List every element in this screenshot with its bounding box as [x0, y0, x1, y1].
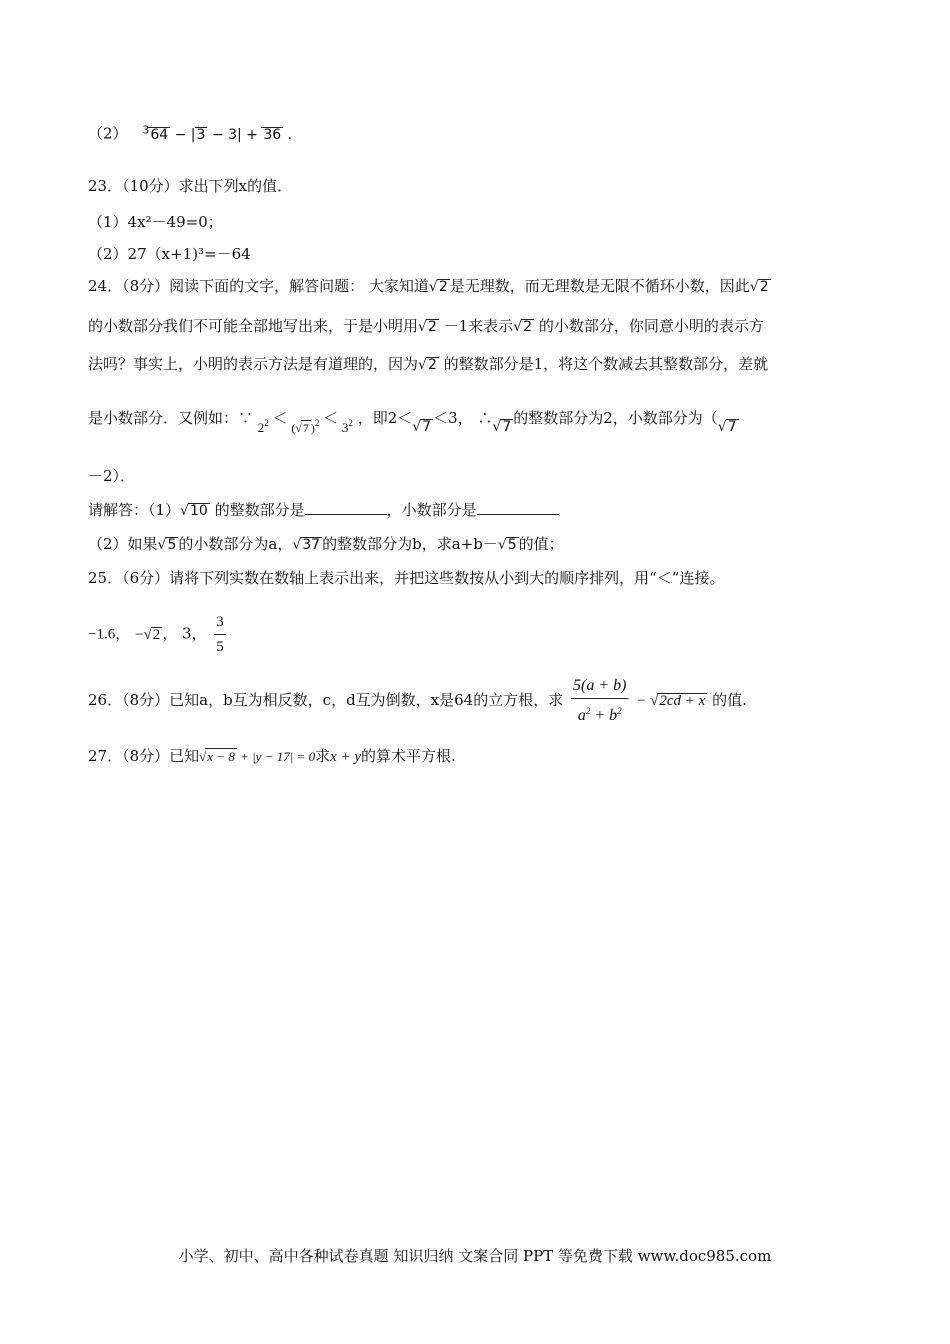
q24-line3 — [88, 354, 768, 375]
answer-blank[interactable] — [305, 500, 387, 515]
q24-text: 的小数部分我们不可能全部地写出来，于是小明用 — [88, 317, 419, 335]
q27-sum: x + y — [330, 749, 362, 765]
q26-text: 的值. — [712, 691, 747, 709]
q24-text: （2）如果 — [88, 535, 158, 553]
q23-part1: （1）4x²－49=0； — [88, 213, 223, 231]
sqrt2-expr: √2 — [513, 319, 533, 335]
q24-text: 的整数部分是 — [214, 501, 305, 519]
q24-answer1 — [88, 500, 559, 521]
sqrt2-expr: √2 — [418, 357, 437, 373]
q24-text: 的小数部分为a， — [178, 535, 293, 553]
q23-title: 23．（10分）求出下列x的值． — [88, 177, 293, 195]
sqrt7-expr: √7 — [492, 419, 512, 435]
q22-label: （2） — [88, 124, 128, 143]
q24-text: 的值； — [518, 535, 564, 553]
q24-line2 — [88, 316, 764, 337]
sqrt2-expr: √2 — [749, 279, 769, 295]
q24-text: ＜3， ∴ — [433, 409, 493, 427]
fraction-3-5: $\frac{3}{5}$ — [216, 614, 224, 655]
q27-text: 的算术平方根. — [361, 747, 456, 765]
q24-text: 的小数部分，你同意小明的表示方 — [538, 317, 764, 335]
q24-text: 的整数部分为2，小数部分为（ — [513, 409, 718, 427]
q26-expression: − √2cd + x — [636, 693, 706, 709]
q27-line — [88, 746, 456, 767]
q26-fraction: $\frac{5(a + b)}{a^2 + b^2}$ — [573, 677, 627, 724]
answer-blank[interactable] — [477, 500, 559, 515]
q27-text: 求 — [315, 747, 331, 765]
q24-text: 是无理数，而无理数是无限不循环小数，因此 — [449, 277, 750, 295]
inequality-expr: $2^2 < _{(√7 )^2} < 3^2$ — [257, 411, 353, 435]
q24-text: ，即2＜ — [357, 409, 413, 427]
q25-numbers — [88, 612, 229, 657]
q25-number: −1.6， — [88, 626, 131, 643]
sqrt2-expr: √2 — [428, 279, 448, 295]
sqrt10-expr: √10 — [180, 503, 208, 519]
q24-text: 24．（8分）阅读下面的文字，解答问题： 大家知道 — [88, 277, 429, 295]
sqrt5-expr: √5 — [157, 537, 177, 553]
q24-answer2 — [88, 534, 564, 555]
footer-banner: 小学、初中、高中各种试卷真题 知识归纳 文案合同 PPT 等免费下载 www.doc985.com — [178, 1247, 772, 1265]
q24-line5: －2）． — [88, 467, 136, 485]
sqrt7-expr: √7 — [717, 419, 737, 435]
sqrt7-expr: √7 — [412, 419, 432, 435]
q24-text: 请解答：（1） — [88, 501, 181, 519]
neg-sqrt2: −√2 — [135, 626, 161, 643]
q22-part2 — [88, 120, 292, 145]
q24-text: ，小数部分是 — [386, 501, 477, 519]
sqrt37-expr: √37 — [292, 537, 321, 553]
q24-text: 法吗？事实上，小明的表示方法是有道理的，因为 — [88, 355, 419, 373]
sqrt2-expr: √2 — [418, 319, 437, 335]
q24-line1 — [88, 276, 771, 297]
q26-text: 26．（8分）已知a，b互为相反数，c，d互为倒数，x是64的立方根，求 — [88, 691, 564, 709]
q24-text: 是小数部分．又例如：∵ — [88, 409, 254, 427]
q22-expression: $^3$64 − |3 − 3| + 36 . — [142, 123, 293, 143]
q24-line4 — [88, 404, 739, 435]
q26-line — [88, 676, 747, 726]
q24-text: 的整数部分是1，将这个数减去其整数部分，差就 — [443, 355, 769, 373]
sqrt5-expr: √5 — [497, 537, 517, 553]
q25-title: 25．（6分）请将下列实数在数轴上表示出来，并把这些数按从小到大的顺序排列，用“＜”连接。 — [88, 569, 725, 587]
q25-number: ， 3， — [162, 624, 207, 643]
q27-text: 27．（8分）已知 — [88, 747, 200, 765]
q24-text: 的整数部分为b，求a+b－ — [322, 535, 498, 553]
q24-text: －1来表示 — [443, 317, 514, 335]
q27-condition: √x − 8 + |y − 17| = 0 — [199, 749, 316, 764]
q23-part2: （2）27（x+1)³=－64 — [88, 245, 251, 263]
